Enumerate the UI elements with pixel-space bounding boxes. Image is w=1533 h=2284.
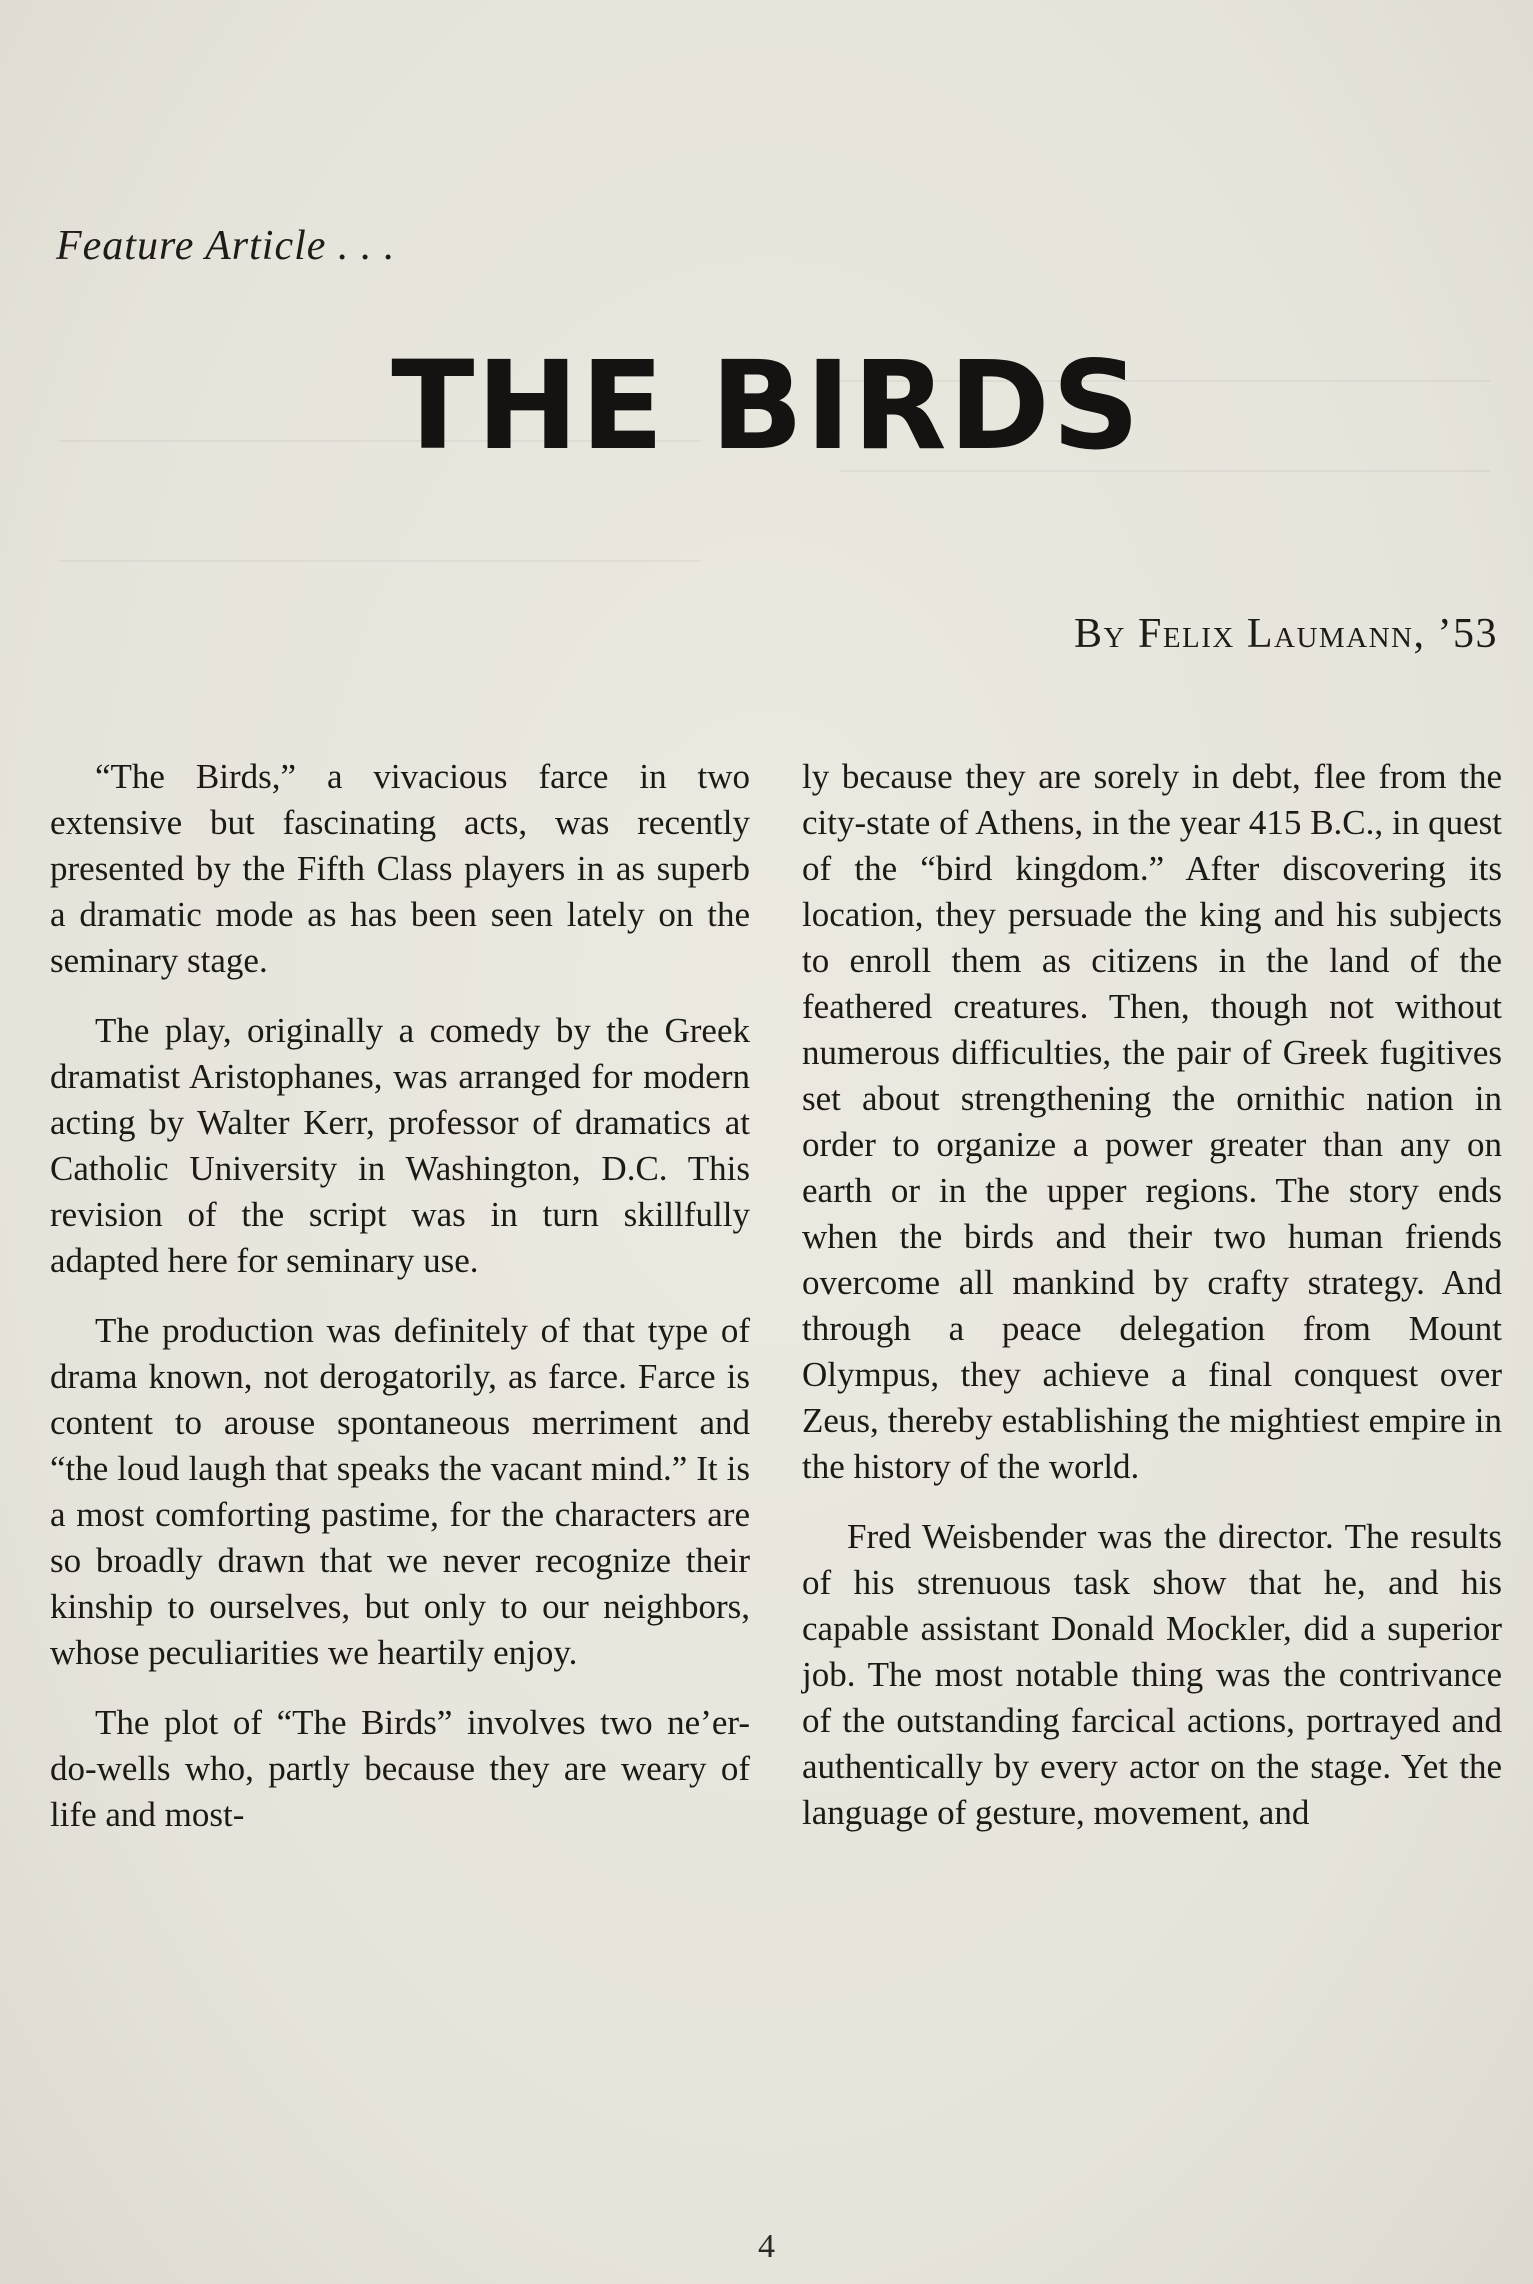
paragraph: The production was definitely of that type of drama known, not derogatorily, as farce. Farce is content to arouse spontaneous merriment and “the loud laugh that speaks the vacant mind.” It is a most comforting pastime, for the characters are so broadly drawn that we never recognize their kinship to ourselves, but only to our neighbors, whose peculiarities we heartily enjoy. bbox=[50, 1311, 750, 1672]
right-column bbox=[802, 754, 1502, 1860]
left-column bbox=[50, 754, 750, 1862]
paragraph: Fred Weisbender was the director. The results of his strenuous task show that he, and his capable assistant Donald Mockler, did a superior job. The most notable thing was the contrivance of the outstanding farcical actions, portrayed and authentically by every actor on the stage. Yet the language of gesture, movement, and bbox=[802, 1517, 1502, 1832]
paragraph: The play, originally a comedy by the Greek dramatist Aristophanes, was arranged for modern acting by Walter Kerr, professor of dramatics at Catholic University in Washington, D.C. This revision of the script was in turn skillfully adapted here for seminary use. bbox=[50, 1011, 750, 1280]
paragraph: “The Birds,” a vivacious farce in two extensive but fascinating acts, was recently presented by the Fifth Class players in as superb a dramatic mode as has been seen lately on the seminary stage. bbox=[50, 757, 750, 980]
bleed-through-line bbox=[60, 560, 700, 562]
section-label: Feature Article . . . bbox=[56, 223, 396, 269]
article-byline: By Felix Laumann, ’53 bbox=[1074, 611, 1498, 657]
bleed-through-artifact bbox=[450, 120, 1150, 248]
page-number: 4 bbox=[758, 2228, 775, 2265]
article-title: THE BIRDS bbox=[391, 335, 1142, 477]
paragraph: The plot of “The Birds” involves two ne’er-do-wells who, partly because they are weary of life and most- bbox=[50, 1703, 750, 1834]
paragraph: ly because they are sorely in debt, flee from the city-state of Athens, in the year 415 B.C., in quest of the “bird kingdom.” After discovering its location, they persuade the king and his subjects to enroll them as citizens in the land of the feathered creatures. Then, though not without numerous difficulties, the pair of Greek fugitives set about strengthening the ornithic nation in order to organize a power greater than any on earth or in the upper regions. The story ends when the birds and their two human friends overcome all mankind by crafty strategy. And through a peace delegation from Mount Olympus, they achieve a final conquest over Zeus, thereby establishing the mightiest empire in the history of the world. bbox=[802, 757, 1502, 1486]
